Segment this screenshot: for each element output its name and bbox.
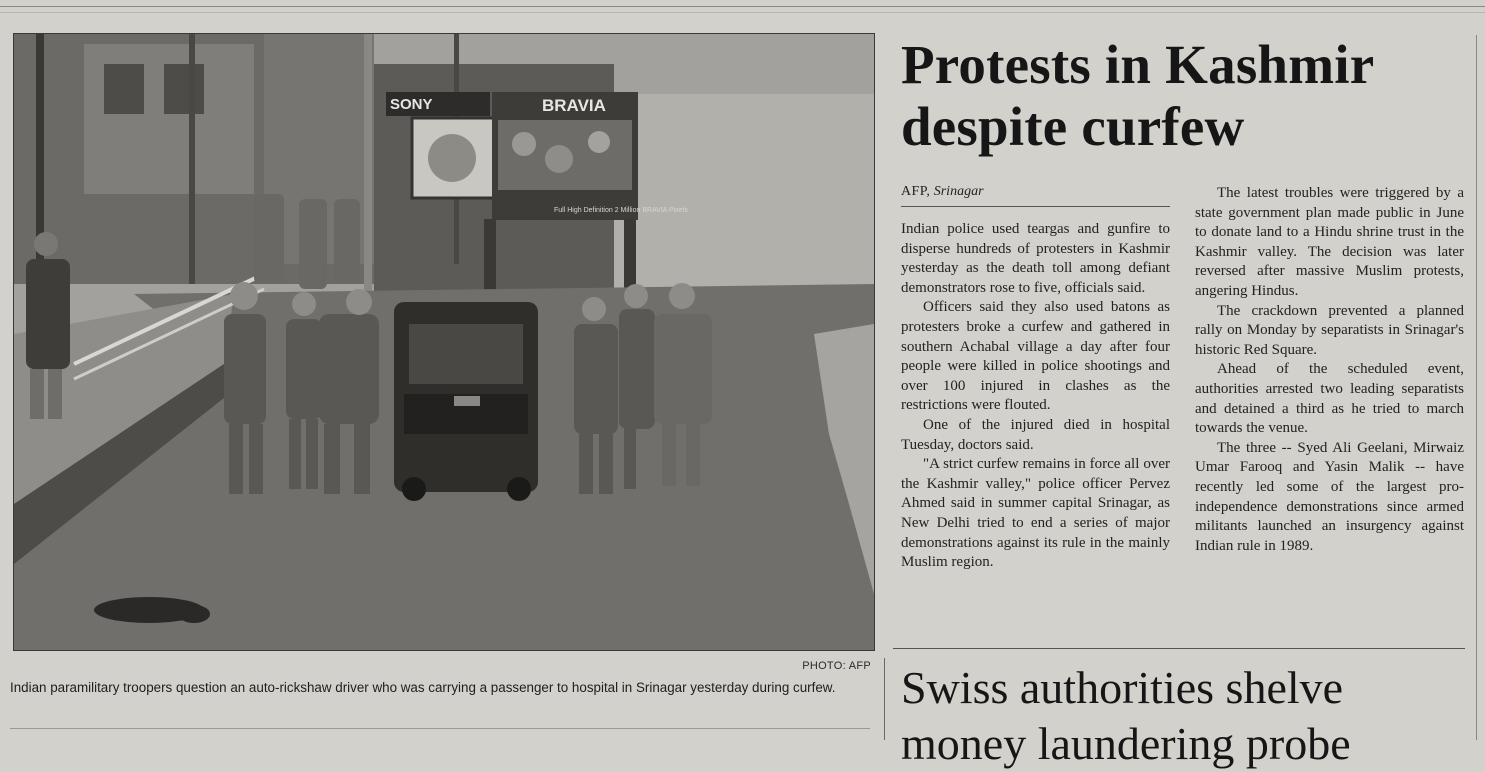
col2-paragraph: The three -- Syed Ali Geelani, Mirwaiz Umar Farooq and Yasin Malik -- have recently led some of the largest pro-independence demonstrations since armed militants launched an insurgency against Indian rule in 1989. — [1195, 439, 1464, 554]
story-headline: Protests in Kashmir despite curfew — [901, 34, 1374, 157]
byline-agency: AFP, — [901, 184, 931, 199]
page-top-rule-secondary — [0, 12, 1485, 13]
col1-paragraph: Indian police used teargas and gunfire to disperse hundreds of protesters in Kashmir yesterday as the death toll among defiant demonstrators rose to five, officials said. — [901, 221, 1170, 296]
story-byline — [901, 183, 1171, 201]
col1-paragraph: Officers said they also used batons as protesters broke a curfew and gathered in southern Achabal village a day after four people were killed in police shootings and over 100 injured in clashes as the restrictions were flouted. — [901, 299, 1170, 414]
page-top-rule — [0, 6, 1485, 7]
news-photo — [13, 33, 875, 651]
column-divider — [884, 658, 885, 740]
col1-paragraph: One of the injured died in hospital Tuesday, doctors said. — [901, 416, 1170, 453]
next-story-headline-line2: money laundering probe — [901, 718, 1351, 769]
news-photo-illustration — [14, 34, 874, 650]
photo-credit: PHOTO: AFP — [802, 660, 871, 672]
story-column-1 — [901, 220, 1170, 573]
col1-paragraph: "A strict curfew remains in force all over the Kashmir valley," police officer Pervez Ahmed said in summer capital Srinagar, as New Delhi tried to end a series of major demonstrations against its rule in the mainly Muslim region. — [901, 456, 1170, 571]
billboard-small-text: Full High Definition 2 Million BRAVIA Pixels — [554, 207, 688, 214]
byline-place: Srinagar — [933, 184, 984, 199]
bottom-rule — [10, 728, 870, 729]
col2-paragraph: Ahead of the scheduled event, authorities arrested two leading separatists and detained a third as he tried to march towards the venue. — [1195, 361, 1464, 437]
byline-rule — [901, 206, 1170, 207]
photo-caption: Indian paramilitary troopers question an auto-rickshaw driver who was carrying a passenger to hospital in Srinagar yesterday during curfew. — [10, 680, 836, 695]
story-separator-rule — [893, 648, 1465, 649]
billboard-left-text: SONY — [390, 96, 433, 113]
col2-paragraph: The latest troubles were triggered by a state government plan made public in June to donate land to a Hindu shrine trust in the Kashmir valley. The decision was later reversed after massive Muslim protests, angering Hindus. — [1195, 185, 1464, 299]
col2-paragraph: The crackdown prevented a planned rally on Monday by separatists in Srinagar's historic Red Square. — [1195, 302, 1464, 358]
right-page-rule — [1476, 35, 1477, 740]
billboard-right-text: BRAVIA — [542, 96, 606, 115]
story-column-2 — [1195, 184, 1464, 556]
next-story-headline: Swiss authorities shelve — [901, 662, 1344, 713]
